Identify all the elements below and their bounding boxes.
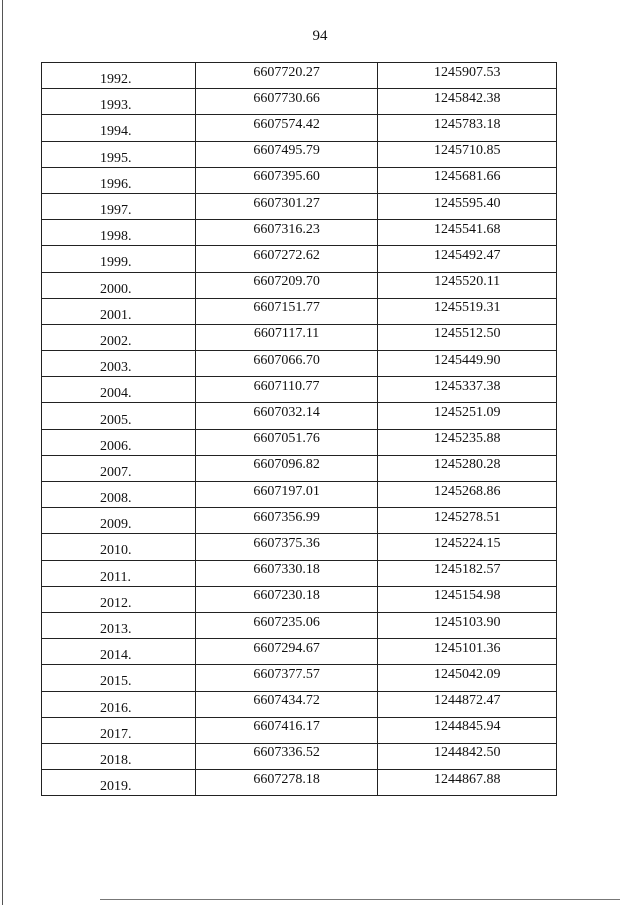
x-coordinate-cell: 6607117.11 (195, 324, 378, 350)
x-coordinate-cell: 6607209.70 (195, 272, 378, 298)
y-coordinate-cell: 1245681.66 (378, 167, 557, 193)
table-row (42, 639, 557, 665)
table-row (42, 403, 557, 429)
x-coordinate-cell: 6607416.17 (195, 717, 378, 743)
y-coordinate-cell: 1244842.50 (378, 743, 557, 769)
point-number-cell: 1998. (42, 220, 196, 246)
x-coordinate-cell: 6607375.36 (195, 534, 378, 560)
table-row (42, 141, 557, 167)
table-row (42, 272, 557, 298)
x-coordinate-cell: 6607294.67 (195, 639, 378, 665)
point-number-cell: 1995. (42, 141, 196, 167)
y-coordinate-cell: 1245595.40 (378, 193, 557, 219)
bottom-rule (100, 899, 620, 900)
y-coordinate-cell: 1245519.31 (378, 298, 557, 324)
table-row (42, 429, 557, 455)
table-row (42, 351, 557, 377)
page-number: 94 (312, 28, 328, 44)
x-coordinate-cell: 6607574.42 (195, 115, 378, 141)
table-row (42, 115, 557, 141)
coordinates-table (41, 62, 557, 796)
y-coordinate-cell: 1245710.85 (378, 141, 557, 167)
x-coordinate-cell: 6607330.18 (195, 560, 378, 586)
point-number-cell: 1999. (42, 246, 196, 272)
y-coordinate-cell: 1244867.88 (378, 770, 557, 796)
y-coordinate-cell: 1245042.09 (378, 665, 557, 691)
x-coordinate-cell: 6607356.99 (195, 508, 378, 534)
x-coordinate-cell: 6607720.27 (195, 63, 378, 89)
y-coordinate-cell: 1245541.68 (378, 220, 557, 246)
x-coordinate-cell: 6607197.01 (195, 482, 378, 508)
point-number-cell: 2015. (42, 665, 196, 691)
x-coordinate-cell: 6607278.18 (195, 770, 378, 796)
table-row (42, 560, 557, 586)
y-coordinate-cell: 1245337.38 (378, 377, 557, 403)
point-number-cell: 2007. (42, 455, 196, 481)
table-row (42, 482, 557, 508)
y-coordinate-cell: 1245103.90 (378, 612, 557, 638)
point-number-cell: 2006. (42, 429, 196, 455)
y-coordinate-cell: 1245449.90 (378, 351, 557, 377)
point-number-cell: 2018. (42, 743, 196, 769)
table-row (42, 298, 557, 324)
coordinates-table-body (42, 63, 557, 796)
x-coordinate-cell: 6607096.82 (195, 455, 378, 481)
y-coordinate-cell: 1245907.53 (378, 63, 557, 89)
x-coordinate-cell: 6607336.52 (195, 743, 378, 769)
point-number-cell: 2016. (42, 691, 196, 717)
x-coordinate-cell: 6607730.66 (195, 89, 378, 115)
point-number-cell: 1994. (42, 115, 196, 141)
table-row (42, 717, 557, 743)
x-coordinate-cell: 6607434.72 (195, 691, 378, 717)
y-coordinate-cell: 1245842.38 (378, 89, 557, 115)
x-coordinate-cell: 6607235.06 (195, 612, 378, 638)
y-coordinate-cell: 1245278.51 (378, 508, 557, 534)
table-row (42, 377, 557, 403)
y-coordinate-cell: 1244845.94 (378, 717, 557, 743)
table-row (42, 691, 557, 717)
point-number-cell: 2000. (42, 272, 196, 298)
point-number-cell: 2001. (42, 298, 196, 324)
point-number-cell: 2002. (42, 324, 196, 350)
y-coordinate-cell: 1245235.88 (378, 429, 557, 455)
x-coordinate-cell: 6607316.23 (195, 220, 378, 246)
point-number-cell: 2003. (42, 351, 196, 377)
y-coordinate-cell: 1245280.28 (378, 455, 557, 481)
x-coordinate-cell: 6607272.62 (195, 246, 378, 272)
y-coordinate-cell: 1245101.36 (378, 639, 557, 665)
point-number-cell: 2014. (42, 639, 196, 665)
table-row (42, 534, 557, 560)
point-number-cell: 2012. (42, 586, 196, 612)
y-coordinate-cell: 1245512.50 (378, 324, 557, 350)
point-number-cell: 2011. (42, 560, 196, 586)
x-coordinate-cell: 6607301.27 (195, 193, 378, 219)
point-number-cell: 2004. (42, 377, 196, 403)
x-coordinate-cell: 6607032.14 (195, 403, 378, 429)
point-number-cell: 1993. (42, 89, 196, 115)
x-coordinate-cell: 6607151.77 (195, 298, 378, 324)
table-row (42, 743, 557, 769)
y-coordinate-cell: 1245520.11 (378, 272, 557, 298)
point-number-cell: 1992. (42, 63, 196, 89)
table-row (42, 770, 557, 796)
table-row (42, 586, 557, 612)
y-coordinate-cell: 1245492.47 (378, 246, 557, 272)
y-coordinate-cell: 1244872.47 (378, 691, 557, 717)
table-row (42, 220, 557, 246)
x-coordinate-cell: 6607051.76 (195, 429, 378, 455)
point-number-cell: 1996. (42, 167, 196, 193)
y-coordinate-cell: 1245251.09 (378, 403, 557, 429)
table-row (42, 612, 557, 638)
point-number-cell: 2013. (42, 612, 196, 638)
x-coordinate-cell: 6607495.79 (195, 141, 378, 167)
point-number-cell: 2008. (42, 482, 196, 508)
page-edge-line (2, 0, 3, 905)
table-row (42, 193, 557, 219)
table-row (42, 665, 557, 691)
table-row (42, 508, 557, 534)
y-coordinate-cell: 1245268.86 (378, 482, 557, 508)
table-row (42, 455, 557, 481)
point-number-cell: 2005. (42, 403, 196, 429)
y-coordinate-cell: 1245224.15 (378, 534, 557, 560)
y-coordinate-cell: 1245783.18 (378, 115, 557, 141)
table-row (42, 63, 557, 89)
table-row (42, 89, 557, 115)
x-coordinate-cell: 6607395.60 (195, 167, 378, 193)
point-number-cell: 1997. (42, 193, 196, 219)
x-coordinate-cell: 6607066.70 (195, 351, 378, 377)
y-coordinate-cell: 1245182.57 (378, 560, 557, 586)
x-coordinate-cell: 6607377.57 (195, 665, 378, 691)
point-number-cell: 2017. (42, 717, 196, 743)
x-coordinate-cell: 6607110.77 (195, 377, 378, 403)
table-row (42, 246, 557, 272)
table-row (42, 167, 557, 193)
point-number-cell: 2019. (42, 770, 196, 796)
y-coordinate-cell: 1245154.98 (378, 586, 557, 612)
point-number-cell: 2009. (42, 508, 196, 534)
table-row (42, 324, 557, 350)
x-coordinate-cell: 6607230.18 (195, 586, 378, 612)
point-number-cell: 2010. (42, 534, 196, 560)
